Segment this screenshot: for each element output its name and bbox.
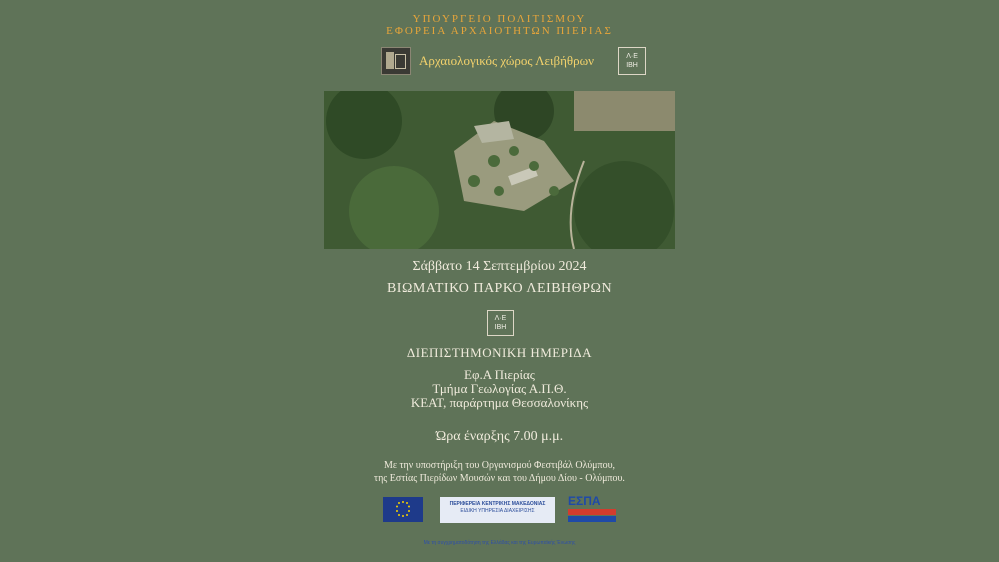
organizer-2: Τμήμα Γεωλογίας Α.Π.Θ.	[432, 381, 567, 396]
site-name: Αρχαιολογικός χώρος Λειβήθρων	[419, 53, 595, 68]
aerial-site-photo	[324, 91, 675, 249]
espa-label: ΕΣΠΑ	[568, 494, 601, 508]
region-logo	[440, 497, 555, 523]
museum-logo-icon	[381, 47, 411, 75]
leivithra-small-badge-icon	[487, 310, 514, 336]
start-time: Ώρα έναρξης 7.00 μ.μ.	[435, 429, 564, 444]
event-date: Σάββατο 14 Σεπτεμβρίου 2024	[412, 259, 587, 274]
organizer-1: Εφ.Α Πιερίας	[464, 367, 535, 382]
small-badge-bottom: ΙΒΗ	[494, 324, 507, 331]
region-sub: ΕΙΔΙΚΗ ΥΠΗΡΕΣΙΑ ΔΙΑΧΕΙΡΙΣΗΣ	[460, 508, 535, 514]
event-type: ΔΙΕΠΙΣΤΗΜΟΝΙΚΗ ΗΜΕΡΙΔΑ	[406, 345, 593, 360]
support-line-1: Με την υποστήριξη του Οργανισμού Φεστιβάλ Ολύμπου,	[383, 460, 616, 471]
region-title: ΠΕΡΙΦΕΡΕΙΑ ΚΕΝΤΡΙΚΗΣ ΜΑΚΕΔΟΝΙΑΣ	[449, 501, 546, 507]
support-line-2: της Εστίας Πιερίδων Μουσών και του Δήμου Δίου - Ολύμπου.	[374, 473, 625, 484]
site-logo-row	[381, 47, 646, 75]
ministry-title: ΥΠΟΥΡΓΕΙΟ ΠΟΛΙΤΙΣΜΟΥ	[412, 13, 587, 25]
funding-logos	[380, 495, 620, 525]
eu-flag-icon	[383, 497, 423, 522]
small-badge-top: Λ·Ε	[494, 315, 507, 322]
organizer-3: ΚΕΑΤ, παράρτημα Θεσσαλονίκης	[410, 395, 589, 410]
cofunding-note: Με τη συγχρηματοδότηση της Ελλάδας και της Ευρωπαϊκής Ένωσης	[423, 540, 576, 546]
espa-logo	[568, 495, 616, 523]
badge-bottom: ΙΒΗ	[626, 62, 638, 69]
ephorate-title: ΕΦΟΡΕΙΑ ΑΡΧΑΙΟΤΗΤΩΝ ΠΙΕΡΙΑΣ	[386, 25, 613, 37]
leivithra-badge-icon	[618, 47, 646, 75]
event-venue: ΒΙΩΜΑΤΙΚΟ ΠΑΡΚΟ ΛΕΙΒΗΘΡΩΝ	[386, 281, 613, 296]
badge-top: Λ·Ε	[626, 53, 638, 60]
